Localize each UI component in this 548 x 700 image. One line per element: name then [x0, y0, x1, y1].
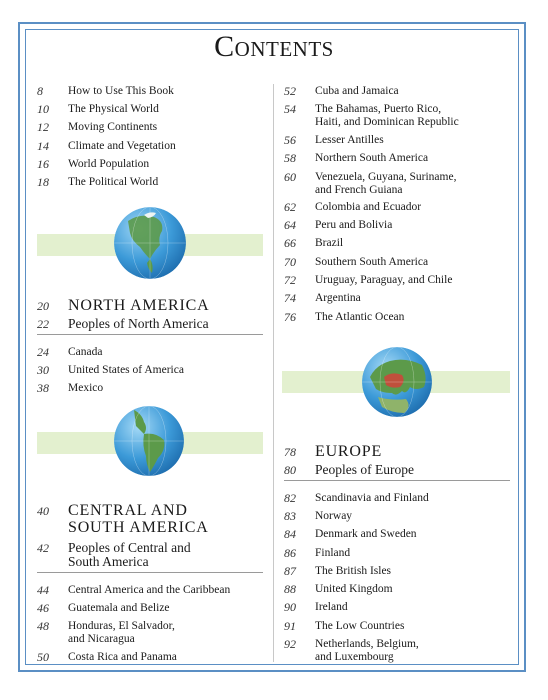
toc-entry[interactable] — [0, 637, 548, 665]
entry-title: The British Isles — [315, 565, 392, 577]
section-subtitle: Peoples of North America — [68, 316, 209, 331]
page-number: 30 — [37, 363, 49, 377]
page-number: 70 — [284, 255, 296, 269]
page-number: 80 — [284, 463, 296, 477]
entry-title-line1: Netherlands, Belgium, — [315, 638, 419, 650]
toc-entry[interactable] — [0, 218, 548, 232]
entry-title: Denmark and Sweden — [315, 528, 417, 540]
page-number: 74 — [284, 291, 296, 305]
section-rule — [284, 480, 510, 481]
page-number: 12 — [37, 120, 49, 134]
entry-title: Argentina — [315, 292, 361, 304]
page-number: 62 — [284, 200, 296, 214]
page-number: 83 — [284, 509, 296, 523]
page-number: 16 — [37, 157, 49, 171]
entry-title: How to Use This Book — [68, 85, 174, 97]
toc-entry[interactable] — [0, 151, 548, 165]
page-number: 76 — [284, 310, 296, 324]
page-number: 48 — [37, 619, 49, 633]
section-subtitle-line2: South America — [68, 554, 149, 569]
page-number: 54 — [284, 102, 296, 116]
section-heading-europe[interactable] — [0, 443, 548, 461]
entry-title: Norway — [315, 510, 353, 522]
entry-title: Finland — [315, 547, 351, 559]
entry-title: The Low Countries — [315, 620, 405, 632]
page-number: 44 — [37, 583, 49, 597]
page-number: 40 — [37, 504, 49, 518]
page-number: 84 — [284, 527, 296, 541]
page-title: Contents — [214, 30, 334, 63]
page-number: 90 — [284, 600, 296, 614]
toc-entry[interactable] — [0, 582, 548, 596]
page-number: 91 — [284, 619, 296, 633]
toc-entry[interactable] — [0, 345, 548, 359]
section-title-line2: SOUTH AMERICA — [68, 519, 209, 536]
entry-title: Ireland — [315, 601, 348, 613]
toc-entry[interactable] — [0, 600, 548, 614]
section-title: EUROPE — [315, 443, 383, 460]
entry-title: The Atlantic Ocean — [315, 311, 405, 323]
section-rule — [37, 334, 263, 335]
page-number: 66 — [284, 236, 296, 250]
toc-entry[interactable] — [0, 200, 548, 214]
toc-entry[interactable] — [0, 236, 548, 250]
entry-title: Climate and Vegetation — [68, 140, 176, 152]
toc-entry[interactable] — [0, 273, 548, 287]
entry-title: United Kingdom — [315, 583, 393, 595]
toc-entry[interactable] — [0, 310, 548, 324]
europe-globe-icon — [362, 347, 432, 417]
entry-title-line1: The Bahamas, Puerto Rico, — [315, 103, 442, 115]
entry-title-line2: and French Guiana — [315, 184, 403, 196]
page-number: 24 — [37, 345, 49, 359]
toc-entry[interactable] — [0, 102, 548, 130]
entry-title-line2: Haiti, and Dominican Republic — [315, 116, 459, 128]
entry-title: Southern South America — [315, 256, 429, 268]
toc-entry[interactable] — [0, 291, 548, 305]
page-number: 72 — [284, 273, 296, 287]
page-number: 10 — [37, 102, 49, 116]
page-number: 52 — [284, 84, 296, 98]
entry-title: The Political World — [68, 176, 159, 188]
section-subtitle-line1: Peoples of Central and — [68, 540, 191, 555]
entry-title: United States of America — [68, 364, 184, 376]
page-number: 92 — [284, 637, 296, 651]
entry-title: World Population — [68, 158, 150, 170]
page-number: 88 — [284, 582, 296, 596]
page-number: 78 — [284, 445, 296, 459]
toc-entry[interactable] — [0, 564, 548, 578]
page-number: 56 — [284, 133, 296, 147]
page-number: 20 — [37, 299, 49, 313]
page-number: 14 — [37, 139, 49, 153]
entry-title: Canada — [68, 346, 103, 358]
toc-entry[interactable] — [0, 133, 548, 147]
section-title: NORTH AMERICA — [68, 297, 210, 314]
page-number: 46 — [37, 601, 49, 615]
section-subtitle: Peoples of Europe — [315, 462, 414, 477]
page-number: 42 — [37, 541, 49, 555]
entry-title: Moving Continents — [68, 121, 158, 133]
entry-title: The Physical World — [68, 103, 159, 115]
toc-entry[interactable] — [0, 255, 548, 269]
entry-title: Northern South America — [315, 152, 429, 164]
page-number: 38 — [37, 381, 49, 395]
entry-title: Colombia and Ecuador — [315, 201, 422, 213]
entry-title: Brazil — [315, 237, 344, 249]
section-subheading[interactable] — [0, 462, 548, 478]
entry-title-line1: Honduras, El Salvador, — [68, 620, 175, 632]
entry-title: Scandinavia and Finland — [315, 492, 429, 504]
page-number: 82 — [284, 491, 296, 505]
entry-title-line2: and Nicaragua — [68, 633, 135, 645]
entry-title-line1: Venezuela, Guyana, Suriname, — [315, 171, 457, 183]
toc-entry[interactable] — [0, 509, 548, 523]
page-number: 50 — [37, 650, 49, 664]
toc-entry[interactable] — [0, 170, 548, 198]
page-number: 64 — [284, 218, 296, 232]
page-number: 22 — [37, 317, 49, 331]
entry-title-line2: and Luxembourg — [315, 651, 394, 663]
toc-entry[interactable] — [0, 527, 548, 541]
toc-entry[interactable] — [0, 84, 548, 98]
entry-title: Lesser Antilles — [315, 134, 384, 146]
page-number: 86 — [284, 546, 296, 560]
section-title-line1: CENTRAL AND — [68, 502, 188, 519]
page-number: 18 — [37, 175, 49, 189]
toc-entry[interactable] — [0, 546, 548, 560]
toc-entry[interactable] — [0, 491, 548, 505]
entry-title: Mexico — [68, 382, 104, 394]
entry-title: Uruguay, Paraguay, and Chile — [315, 274, 453, 286]
entry-title: Guatemala and Belize — [68, 602, 170, 614]
page-number: 58 — [284, 151, 296, 165]
toc-entry[interactable] — [0, 619, 548, 633]
entry-title: Costa Rica and Panama — [68, 651, 177, 663]
page-number: 60 — [284, 170, 296, 184]
entry-title: Central America and the Caribbean — [68, 584, 231, 596]
entry-title: Cuba and Jamaica — [315, 85, 399, 97]
page-number: 87 — [284, 564, 296, 578]
page-number: 8 — [37, 84, 43, 98]
entry-title: Peru and Bolivia — [315, 219, 393, 231]
